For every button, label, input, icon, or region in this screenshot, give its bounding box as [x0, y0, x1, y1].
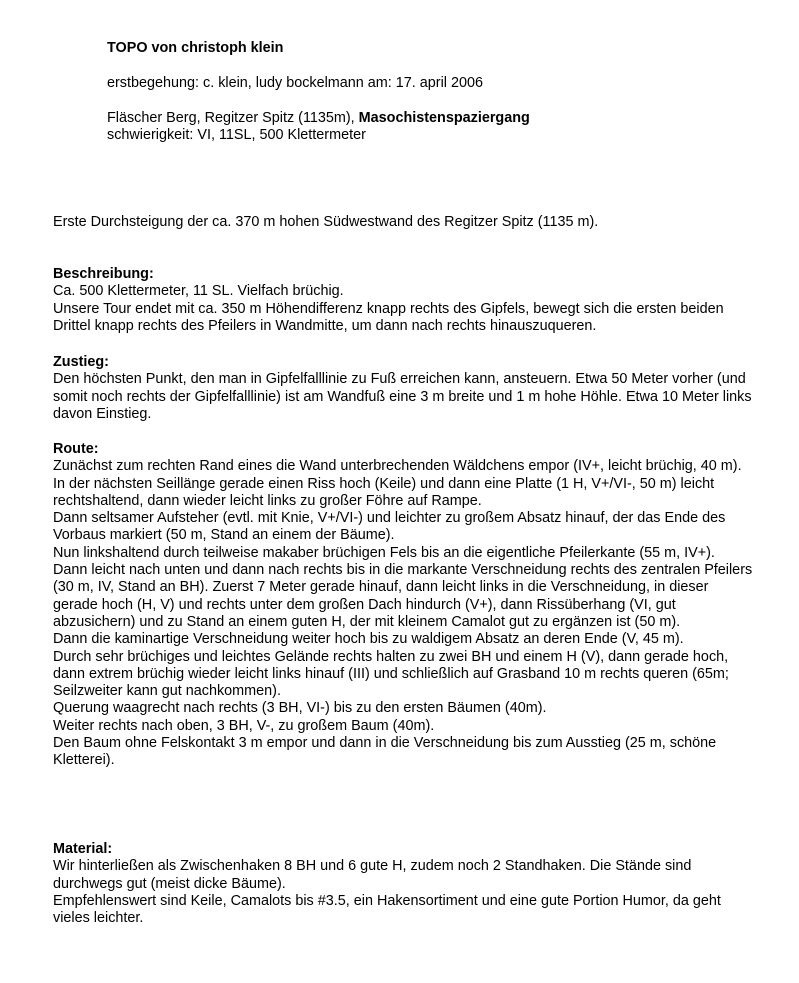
paragraph: In der nächsten Seillänge gerade einen Riss hoch (Keile) und dann eine Platte (1 H, V+/VI-, 50 m) leicht rechtshaltend, dann wieder leicht links zu großer Föhre auf Rampe.: [53, 475, 715, 509]
section-material: [53, 841, 753, 927]
location-text: Fläscher Berg, Regitzer Spitz (1135m),: [107, 110, 359, 126]
paragraph: Dann die kaminartige Verschneidung weiter hoch bis zu waldigem Absatz an deren Ende (V, 45 m).: [53, 631, 684, 648]
section-heading: Zustieg:: [53, 354, 109, 370]
paragraph: Wir hinterließen als Zwischenhaken 8 BH und 6 gute H, zudem noch 2 Standhaken. Die Stände sind durchwegs gut (meist dicke Bäume).: [53, 858, 692, 892]
section-heading: Material:: [53, 841, 113, 857]
paragraph: Empfehlenswert sind Keile, Camalots bis #3.5, ein Hakensortiment und eine gute Portion Humor, da geht vieles leichter.: [53, 892, 721, 927]
paragraph: Zunächst zum rechten Rand eines die Wand unterbrechenden Wäldchens empor (IV+, leicht brüchig, 40 m).: [53, 458, 742, 475]
section-heading: Beschreibung:: [53, 266, 154, 282]
paragraph: Den Baum ohne Felskontakt 3 m empor und dann in die Verschneidung bis zum Ausstieg (25 m, schöne Kletterei).: [53, 735, 717, 769]
route-name: Masochistenspaziergang: [358, 110, 530, 126]
section-zustieg: [53, 354, 753, 423]
first-ascent-line: erstbegehung: c. klein, ludy bockelmann am: 17. april 2006: [107, 75, 483, 91]
paragraph: Weiter rechts nach oben, 3 BH, V-, zu großem Baum (40m).: [53, 717, 435, 734]
paragraph: Querung waagrecht nach rechts (3 BH, VI-) bis zu den ersten Bäumen (40m).: [53, 700, 547, 717]
section-heading: Route:: [53, 441, 99, 457]
section-beschreibung: [53, 266, 753, 335]
paragraph: Den höchsten Punkt, den man in Gipfelfalllinie zu Fuß erreichen kann, ansteuern. Etwa 50 Meter vorher (und somit noch rechts der Gipfelfalllinie) ist am Wandfuß eine 3 m breite und 1 m hohe Höhle. Etwa 10 Meter links davon Einstieg.: [53, 371, 752, 422]
paragraph: Dann seltsamer Aufsteher (evtl. mit Knie, V+/VI-) und leichter zu großem Absatz hinauf, der das Ende des Vorbaus markiert (50 m, Stand an einem der Bäume).: [53, 510, 726, 544]
paragraph: Dann leicht nach unten und dann nach rechts bis in die markante Verschneidung rechts des zentralen Pfeilers (30 m, IV, Stand an BH). Zuerst 7 Meter gerade hinauf, dann leicht links in die Verschneidung, in dieser gerade hoch (H, V) und rechts unter dem großen Dach hindurch (V+), dann Rissüberhang (VI, gut abzusichern) und zu Stand an einem guten H, der mit kleinem Camalot gut zu ergänzen ist (50 m).: [53, 562, 753, 630]
paragraph: Ca. 500 Klettermeter, 11 SL. Vielfach brüchig.: [53, 283, 344, 300]
paragraph: Unsere Tour endet mit ca. 350 m Höhendifferenz knapp rechts des Gipfels, bewegt sich die ersten beiden Drittel knapp rechts des Pfeilers in Wandmitte, um dann nach rechts hinauszuqueren.: [53, 300, 724, 334]
paragraph: Durch sehr brüchiges und leichtes Gelände rechts halten zu zwei BH und einem H (V), dann gerade hoch, dann extrem brüchig wieder leicht links hinauf (III) und schließlich auf Grasband 10 m rechts queren (65m; Seilzweiter kann gut nachkommen).: [53, 648, 729, 700]
intro-paragraph: Erste Durchsteigung der ca. 370 m hohen Südwestwand des Regitzer Spitz (1135 m).: [53, 214, 599, 230]
paragraph: Nun linkshaltend durch teilweise makaber brüchigen Fels bis an die eigentliche Pfeilerkante (55 m, IV+).: [53, 544, 715, 561]
grade-line: schwierigkeit: VI, 11SL, 500 Klettermeter: [107, 127, 366, 143]
topo-title: TOPO von christoph klein: [107, 40, 284, 56]
location-line: [107, 110, 530, 127]
section-route: [53, 441, 753, 770]
